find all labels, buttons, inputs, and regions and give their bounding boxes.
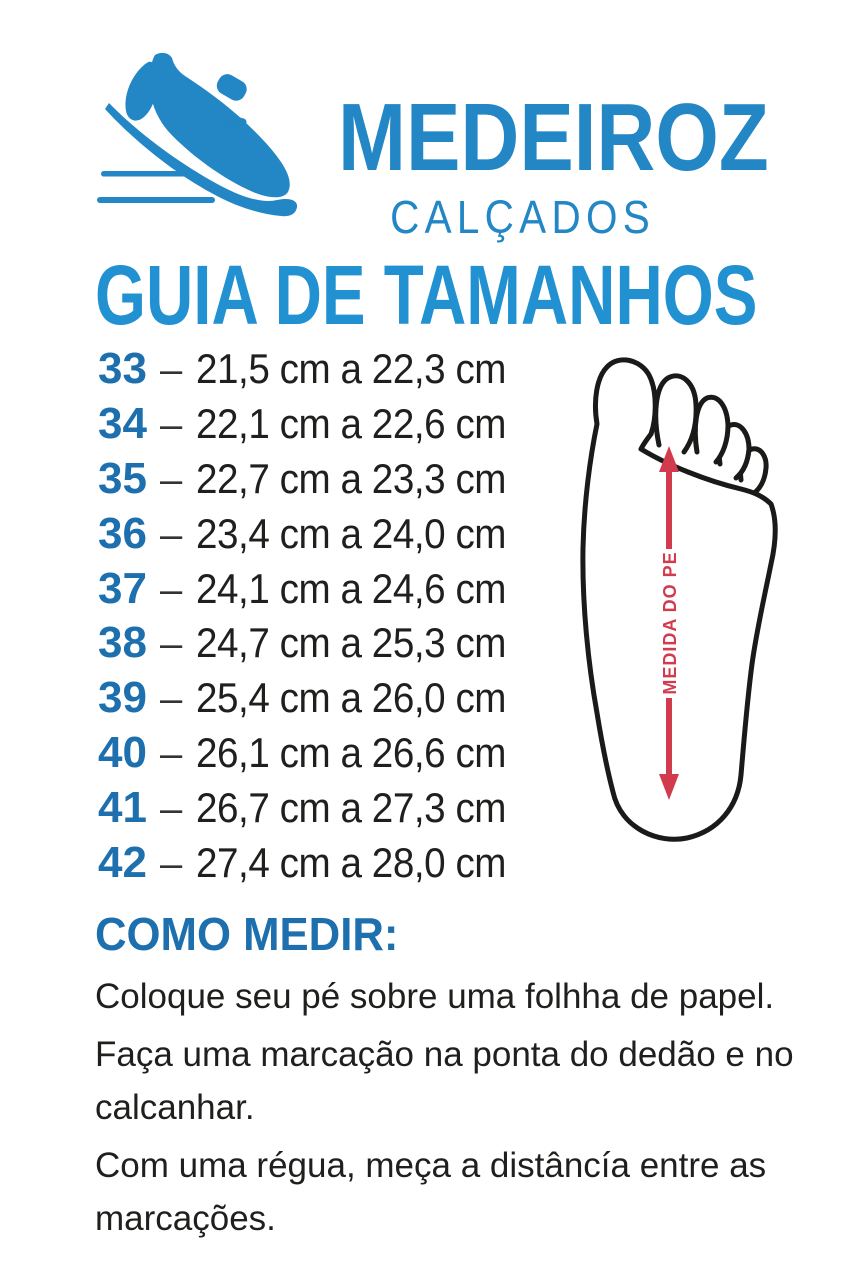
table-row <box>98 454 533 509</box>
range-dash: – <box>160 787 183 832</box>
size-number: 36 <box>98 508 147 558</box>
size-range: 22,1 cm a 22,6 cm <box>196 399 507 447</box>
table-row <box>98 838 533 893</box>
table-row <box>98 344 533 399</box>
range-dash: – <box>160 457 183 502</box>
running-shoe-icon <box>95 45 325 230</box>
range-dash: – <box>160 732 183 777</box>
foot-sole-outline <box>557 348 853 858</box>
range-dash: – <box>160 677 183 722</box>
size-number: 39 <box>98 673 147 723</box>
range-dash: – <box>160 842 183 887</box>
range-dash: – <box>160 567 183 612</box>
size-number: 40 <box>98 728 147 778</box>
table-row <box>98 399 533 454</box>
size-number: 42 <box>98 838 147 888</box>
instruction-line: Faça uma marcação na ponta do dedão e no calcanhar. <box>95 1035 794 1127</box>
brand-name: MEDEIROZ <box>338 84 769 191</box>
toe-outline <box>656 376 696 452</box>
range-dash: – <box>160 402 183 447</box>
size-table <box>98 344 533 893</box>
table-row <box>98 673 533 728</box>
table-row <box>98 728 533 783</box>
size-range: 25,4 cm a 26,0 cm <box>196 674 507 722</box>
howto-heading: COMO MEDIR: <box>95 908 399 960</box>
size-range: 21,5 cm a 22,3 cm <box>196 345 507 392</box>
instruction-line: Com uma régua, meça a distâncía entre as marcações. <box>95 1146 767 1238</box>
size-range: 23,4 cm a 24,0 cm <box>196 509 507 557</box>
range-dash: – <box>160 512 183 557</box>
size-range: 27,4 cm a 28,0 cm <box>196 839 507 887</box>
page-title: GUIA DE TAMANHOS <box>95 248 758 342</box>
howto-instructions <box>95 970 807 1250</box>
size-range: 22,7 cm a 23,3 cm <box>196 454 507 502</box>
brand-block <box>300 84 769 243</box>
size-number: 38 <box>98 618 147 668</box>
range-dash: – <box>160 622 183 667</box>
toe-outline <box>695 397 728 462</box>
speed-line <box>101 171 197 177</box>
shoe-tongue-shape <box>214 71 250 104</box>
size-number: 34 <box>98 398 147 448</box>
size-number: 33 <box>98 344 147 393</box>
table-row <box>98 618 533 673</box>
size-range: 24,7 cm a 25,3 cm <box>196 619 507 667</box>
arrow-shaft <box>666 698 672 776</box>
table-row <box>98 564 533 619</box>
size-range: 24,1 cm a 24,6 cm <box>196 564 507 612</box>
brand-subtitle: CALÇADOS <box>390 191 655 243</box>
size-range: 26,1 cm a 26,6 cm <box>196 729 507 777</box>
speed-line <box>97 197 215 203</box>
size-number: 41 <box>98 783 147 833</box>
size-number: 37 <box>98 563 147 613</box>
size-range: 26,7 cm a 27,3 cm <box>196 784 507 832</box>
table-row <box>98 509 533 564</box>
table-row <box>98 783 533 838</box>
size-number: 35 <box>98 453 147 503</box>
arrow-shaft <box>666 469 672 549</box>
range-dash: – <box>160 348 183 392</box>
measure-label: MEDIDA DO PE <box>660 551 680 695</box>
instruction-line: Coloque seu pé sobre uma folhha de papel. <box>95 977 775 1016</box>
